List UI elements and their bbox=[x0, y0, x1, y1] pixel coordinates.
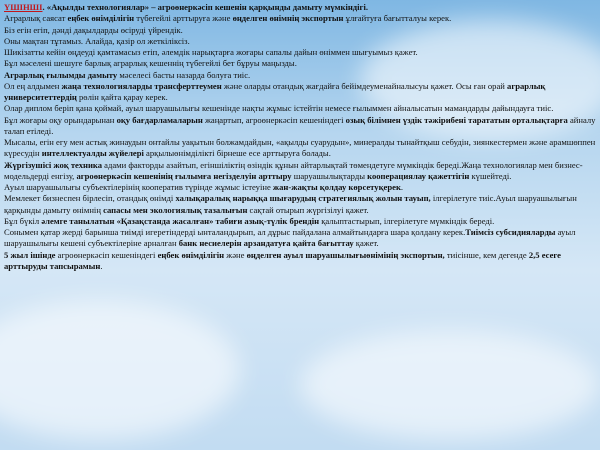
paragraph: Бұл мәселені шешуге барлық аграрлық кешеннің түбегейлі бет бұруы маңызды. bbox=[4, 58, 297, 69]
paragraph bbox=[4, 216, 596, 227]
slide-text bbox=[4, 2, 596, 448]
text-span: қалыптастырып, ілгерілетуге мүмкіндік береді. bbox=[319, 215, 495, 226]
paragraph: Біз егін егіп, дәнді дақылдарды өсіруді үйрендік. bbox=[4, 24, 183, 35]
paragraph bbox=[4, 70, 596, 81]
bold-text: 2,5 есеге bbox=[528, 249, 561, 260]
slide-heading: ҮШІНШІ bbox=[4, 2, 43, 12]
bold-text: өңделген ауыл шаруашылығыөнімінің экспортын, bbox=[246, 249, 445, 260]
bold-text: аграрлық университеттердің bbox=[4, 80, 546, 102]
text-span: Ауыл шаруашылығы субъектілерінің кооператив түрінде жұмыс істеуіне bbox=[4, 182, 273, 192]
text-span: арқылыөнімділікті бірнеше есе арттыруға болады. bbox=[143, 148, 331, 159]
paragraph bbox=[4, 227, 596, 250]
text-span: Аграрлық саясат bbox=[4, 13, 68, 24]
bold-text: арттыруды тапсырамын bbox=[4, 260, 101, 271]
paragraph: Оны мақтан тұтамыз. Алайда, қазір ол жеткіліксіз. bbox=[4, 35, 190, 46]
text-span: күшейтеді. bbox=[469, 170, 512, 181]
paragraph: Шикізатты кейін өңдеуді қамтамасыз етіп, әлемдік нарықтарға жоғары сапалы дайын өніммен шығуымыз қажет. bbox=[4, 47, 418, 57]
text-span: Мемлекет бизнеспен бірлесіп, отандық өнімді bbox=[4, 193, 176, 204]
text-span: қажет. bbox=[353, 238, 379, 249]
paragraph: Олар диплом беріп қана қоймай, ауыл шаруашылығы кешенінде нақты жұмыс істейтін немесе ғылыммен айналысатын мамандарды дайындауға тиіс. bbox=[4, 103, 554, 114]
bold-text: еңбек өнімділігін bbox=[67, 13, 135, 24]
text-span: агроөнеркәсіп кешеніндегі bbox=[55, 249, 158, 260]
bold-text: 5 жыл ішінде bbox=[4, 249, 56, 260]
text-span: тиісінше, кем дегенде bbox=[444, 249, 529, 260]
paragraph bbox=[4, 182, 596, 193]
bold-text: агроөнеркәсіп кешенінің ғылымға негізделуін арттыру bbox=[76, 170, 292, 181]
bold-text: әлемге танылатын «Қазақстанда жасалған» табиғи азық-түлік брендін bbox=[41, 215, 320, 226]
text-span: және bbox=[224, 249, 247, 260]
paragraph bbox=[4, 137, 596, 160]
text-span: мәселесі басты назарда болуға тиіс. bbox=[117, 69, 251, 80]
bold-text: еңбек өнімділігін bbox=[157, 249, 225, 260]
bold-text: Тиімсіз субсидияларды bbox=[465, 227, 556, 237]
bold-text: озық білімнен үздік тәжірибені тарататын орталықтарға bbox=[345, 114, 568, 125]
bold-text: интеллектуалды жүйелері bbox=[41, 148, 144, 159]
bold-text: Аграрлық ғылымды дамыту bbox=[4, 69, 118, 80]
text-span: жаңартып, агроөнеркәсіп кешеніндегі bbox=[202, 114, 346, 125]
text-span: және оларды отандық жағдайға бейімдеуменайналысуы қажет. Осы ған орай bbox=[221, 80, 508, 91]
bold-text: халықаралық нарыққа шығарудың стратегиялық жолын тауып, bbox=[175, 193, 431, 204]
paragraph-heading bbox=[4, 2, 596, 13]
text-span: . bbox=[400, 182, 404, 192]
paragraph bbox=[4, 81, 596, 104]
text-span: рөлін қайта қарау керек. bbox=[76, 92, 168, 102]
bold-text: банк несиелерін арзандатуға қайта бағыттау bbox=[178, 238, 354, 249]
text-span: . bbox=[100, 260, 103, 271]
text-span: сақтай отырып жүргізілуі қажет. bbox=[247, 204, 369, 215]
bold-text: өңделген өнімнің экспортын bbox=[232, 13, 344, 24]
text-span: ұлғайтуға бағытталуы керек. bbox=[343, 13, 452, 24]
text-span: Бұл жоғары оқу орындарынан bbox=[4, 114, 117, 125]
bold-text: кооперациялау қажеттігін bbox=[367, 170, 470, 181]
text-span: түбегейлі арттыруға және bbox=[134, 13, 233, 24]
bold-text: Жүргізушісі жоқ техника bbox=[4, 159, 103, 170]
text-span: Бұл бүкіл bbox=[4, 215, 42, 226]
text-span: ауыл шаруашылығы кешені субъектілеріне арналған bbox=[4, 227, 576, 249]
text-span: адами факторды азайтып, егіншіліктің өзіндік құнын айтарлықтай төмендетуге мүмкіндік береді.Жаңа технологиялар мен бизнес-модельдерді енгізу, bbox=[4, 159, 583, 181]
paragraph bbox=[4, 115, 596, 138]
text-span: Ол ең алдымен bbox=[4, 80, 62, 91]
paragraph bbox=[4, 160, 596, 183]
bold-text: жаңа технологияларды трансферттеумен bbox=[61, 80, 222, 91]
bold-text: оқу бағдарламаларын bbox=[116, 114, 203, 125]
text-span: ілгерілетуге тиіс.Ауыл шаруашылығын қарқынды дамыту өнімнің bbox=[4, 193, 577, 215]
bold-text: жан-жақты қолдау көрсетуқерек bbox=[272, 182, 401, 192]
paragraph bbox=[4, 193, 596, 216]
bold-text: сапасы мен экологиялық тазалығын bbox=[103, 204, 248, 215]
text-span: Сонымен қатар жерді барынша тиімді игеретіндерді ынталандырып, ал дұрыс пайдалана алмайтындарға шара қолдану керек. bbox=[4, 227, 466, 237]
paragraph bbox=[4, 250, 596, 273]
text-span: айналу талап етіледі. bbox=[4, 114, 596, 136]
heading-subtitle: . «Ақылды технологиялар» – агроөнеркәсіп кешенін қарқынды дамыту мүмкіндігі. bbox=[42, 2, 368, 12]
paragraph bbox=[4, 13, 596, 24]
text-span: шаруашылықтарды bbox=[291, 170, 368, 181]
text-span: Мысалы, егін егу мен астық жинаудын онтайлы уақытын болжамдайдын, «ақылды суарудын», минералды тынайтқыш себудін, зиянкестермен және арамшөппен күресудін bbox=[4, 137, 596, 159]
